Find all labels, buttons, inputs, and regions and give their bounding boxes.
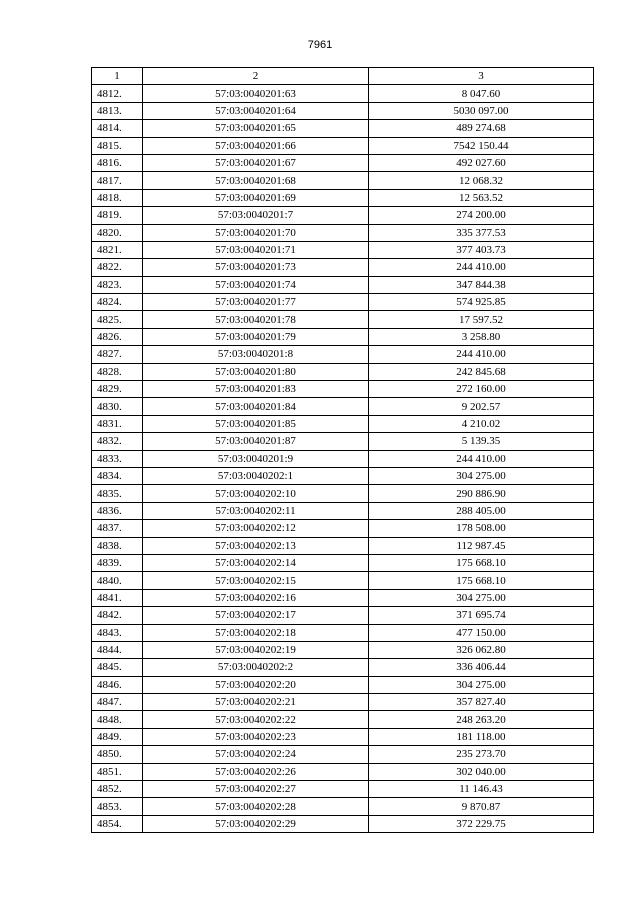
cadastral-number-cell: 57:03:0040201:77: [143, 294, 369, 311]
cadastral-value-cell: 302 040.00: [369, 763, 594, 780]
cadastral-value-cell: 9 202.57: [369, 398, 594, 415]
cadastral-value-cell: 477 150.00: [369, 624, 594, 641]
table-row: [92, 311, 594, 328]
cadastral-number-cell: 57:03:0040202:12: [143, 520, 369, 537]
row-number-cell: 4848.: [92, 711, 143, 728]
cadastral-number-cell: 57:03:0040201:69: [143, 189, 369, 206]
cadastral-number-cell: 57:03:0040201:65: [143, 120, 369, 137]
row-number-cell: 4816.: [92, 154, 143, 171]
row-number-cell: 4832.: [92, 433, 143, 450]
table-row: [92, 746, 594, 763]
cadastral-number-cell: 57:03:0040202:11: [143, 502, 369, 519]
row-number-cell: 4841.: [92, 589, 143, 606]
cadastral-number-cell: 57:03:0040202:2: [143, 659, 369, 676]
row-number-cell: 4813.: [92, 102, 143, 119]
cadastral-number-cell: 57:03:0040201:83: [143, 381, 369, 398]
cadastral-value-cell: 5 139.35: [369, 433, 594, 450]
cadastral-value-cell: 335 377.53: [369, 224, 594, 241]
cadastral-value-cell: 492 027.60: [369, 154, 594, 171]
row-number-cell: 4838.: [92, 537, 143, 554]
cadastral-value-cell: 12 563.52: [369, 189, 594, 206]
row-number-cell: 4817.: [92, 172, 143, 189]
cadastral-number-cell: 57:03:0040201:80: [143, 363, 369, 380]
cadastral-number-cell: 57:03:0040202:22: [143, 711, 369, 728]
header-cell-col-1: 1: [92, 68, 143, 85]
cadastral-number-cell: 57:03:0040201:84: [143, 398, 369, 415]
cadastral-value-cell: 178 508.00: [369, 520, 594, 537]
cadastral-value-cell: 244 410.00: [369, 346, 594, 363]
row-number-cell: 4833.: [92, 450, 143, 467]
cadastral-value-cell: 244 410.00: [369, 259, 594, 276]
cadastral-value-cell: 347 844.38: [369, 276, 594, 293]
table-row: [92, 120, 594, 137]
cadastral-number-cell: 57:03:0040202:27: [143, 781, 369, 798]
cadastral-number-cell: 57:03:0040202:15: [143, 572, 369, 589]
table-header-row: [92, 68, 594, 85]
table-row: [92, 381, 594, 398]
table-row: [92, 589, 594, 606]
row-number-cell: 4826.: [92, 328, 143, 345]
table-row: [92, 102, 594, 119]
table-row: [92, 241, 594, 258]
table-row: [92, 276, 594, 293]
row-number-cell: 4827.: [92, 346, 143, 363]
table-row: [92, 398, 594, 415]
table-row: [92, 711, 594, 728]
row-number-cell: 4828.: [92, 363, 143, 380]
table-row: [92, 554, 594, 571]
cadastral-number-cell: 57:03:0040201:66: [143, 137, 369, 154]
table-row: [92, 537, 594, 554]
cadastral-number-cell: 57:03:0040201:8: [143, 346, 369, 363]
row-number-cell: 4845.: [92, 659, 143, 676]
cadastral-value-cell: 304 275.00: [369, 589, 594, 606]
table-row: [92, 450, 594, 467]
header-cell-col-2: 2: [143, 68, 369, 85]
cadastral-number-cell: 57:03:0040201:74: [143, 276, 369, 293]
cadastral-value-cell: 274 200.00: [369, 207, 594, 224]
row-number-cell: 4830.: [92, 398, 143, 415]
cadastral-value-cell: 377 403.73: [369, 241, 594, 258]
table-body: [92, 68, 594, 833]
cadastral-number-cell: 57:03:0040201:9: [143, 450, 369, 467]
cadastral-value-cell: 3 258.80: [369, 328, 594, 345]
row-number-cell: 4852.: [92, 781, 143, 798]
cadastral-number-cell: 57:03:0040201:67: [143, 154, 369, 171]
cadastral-number-cell: 57:03:0040202:20: [143, 676, 369, 693]
table-row: [92, 676, 594, 693]
cadastral-value-cell: 17 597.52: [369, 311, 594, 328]
cadastral-number-cell: 57:03:0040202:10: [143, 485, 369, 502]
row-number-cell: 4846.: [92, 676, 143, 693]
table-row: [92, 467, 594, 484]
table-row: [92, 572, 594, 589]
cadastral-value-cell: 357 827.40: [369, 694, 594, 711]
cadastral-value-cell: 5030 097.00: [369, 102, 594, 119]
cadastral-value-cell: 4 210.02: [369, 415, 594, 432]
table-row: [92, 259, 594, 276]
table-row: [92, 294, 594, 311]
cadastral-value-cell: 175 668.10: [369, 572, 594, 589]
cadastral-number-cell: 57:03:0040201:68: [143, 172, 369, 189]
cadastral-value-cell: 290 886.90: [369, 485, 594, 502]
table-row: [92, 328, 594, 345]
table-row: [92, 798, 594, 815]
table-row: [92, 624, 594, 641]
cadastral-value-cell: 12 068.32: [369, 172, 594, 189]
cadastral-value-cell: 248 263.20: [369, 711, 594, 728]
row-number-cell: 4849.: [92, 728, 143, 745]
row-number-cell: 4818.: [92, 189, 143, 206]
table-row: [92, 346, 594, 363]
cadastral-value-cell: 11 146.43: [369, 781, 594, 798]
row-number-cell: 4850.: [92, 746, 143, 763]
cadastral-number-cell: 57:03:0040202:13: [143, 537, 369, 554]
row-number-cell: 4844.: [92, 641, 143, 658]
cadastral-number-cell: 57:03:0040202:24: [143, 746, 369, 763]
row-number-cell: 4840.: [92, 572, 143, 589]
cadastral-value-cell: 9 870.87: [369, 798, 594, 815]
table-row: [92, 641, 594, 658]
cadastral-value-cell: 112 987.45: [369, 537, 594, 554]
table-row: [92, 433, 594, 450]
cadastral-value-cell: 336 406.44: [369, 659, 594, 676]
table-row: [92, 137, 594, 154]
cadastral-number-cell: 57:03:0040201:85: [143, 415, 369, 432]
table-row: [92, 694, 594, 711]
cadastral-number-cell: 57:03:0040201:79: [143, 328, 369, 345]
row-number-cell: 4831.: [92, 415, 143, 432]
row-number-cell: 4819.: [92, 207, 143, 224]
cadastral-value-cell: 326 062.80: [369, 641, 594, 658]
cadastral-value-cell: 242 845.68: [369, 363, 594, 380]
cadastral-value-cell: 304 275.00: [369, 676, 594, 693]
row-number-cell: 4843.: [92, 624, 143, 641]
cadastral-number-cell: 57:03:0040202:16: [143, 589, 369, 606]
page-number: 7961: [307, 39, 333, 51]
cadastral-number-cell: 57:03:0040201:64: [143, 102, 369, 119]
table-row: [92, 815, 594, 832]
cadastral-value-cell: 272 160.00: [369, 381, 594, 398]
cadastral-number-cell: 57:03:0040201:70: [143, 224, 369, 241]
table-row: [92, 763, 594, 780]
table-row: [92, 485, 594, 502]
cadastral-value-cell: 372 229.75: [369, 815, 594, 832]
row-number-cell: 4836.: [92, 502, 143, 519]
cadastral-number-cell: 57:03:0040202:1: [143, 467, 369, 484]
cadastral-value-cell: 574 925.85: [369, 294, 594, 311]
row-number-cell: 4834.: [92, 467, 143, 484]
row-number-cell: 4842.: [92, 607, 143, 624]
cadastral-number-cell: 57:03:0040201:63: [143, 85, 369, 102]
row-number-cell: 4824.: [92, 294, 143, 311]
cadastral-number-cell: 57:03:0040202:23: [143, 728, 369, 745]
row-number-cell: 4854.: [92, 815, 143, 832]
table-row: [92, 607, 594, 624]
table-row: [92, 207, 594, 224]
cadastral-number-cell: 57:03:0040201:73: [143, 259, 369, 276]
row-number-cell: 4851.: [92, 763, 143, 780]
cadastral-value-table: [91, 67, 594, 833]
header-cell-col-3: 3: [369, 68, 594, 85]
table-row: [92, 520, 594, 537]
cadastral-value-cell: 489 274.68: [369, 120, 594, 137]
cadastral-number-cell: 57:03:0040201:71: [143, 241, 369, 258]
row-number-cell: 4823.: [92, 276, 143, 293]
cadastral-number-cell: 57:03:0040201:87: [143, 433, 369, 450]
cadastral-value-cell: 304 275.00: [369, 467, 594, 484]
cadastral-value-cell: 244 410.00: [369, 450, 594, 467]
cadastral-value-cell: 235 273.70: [369, 746, 594, 763]
row-number-cell: 4839.: [92, 554, 143, 571]
cadastral-value-cell: 7542 150.44: [369, 137, 594, 154]
row-number-cell: 4835.: [92, 485, 143, 502]
row-number-cell: 4837.: [92, 520, 143, 537]
table-row: [92, 502, 594, 519]
table-row: [92, 85, 594, 102]
row-number-cell: 4820.: [92, 224, 143, 241]
table-row: [92, 172, 594, 189]
cadastral-number-cell: 57:03:0040202:28: [143, 798, 369, 815]
row-number-cell: 4829.: [92, 381, 143, 398]
table-row: [92, 728, 594, 745]
cadastral-value-cell: 371 695.74: [369, 607, 594, 624]
cadastral-number-cell: 57:03:0040202:14: [143, 554, 369, 571]
cadastral-value-cell: 288 405.00: [369, 502, 594, 519]
row-number-cell: 4814.: [92, 120, 143, 137]
table-row: [92, 154, 594, 171]
cadastral-number-cell: 57:03:0040202:17: [143, 607, 369, 624]
cadastral-number-cell: 57:03:0040201:78: [143, 311, 369, 328]
row-number-cell: 4825.: [92, 311, 143, 328]
cadastral-number-cell: 57:03:0040202:19: [143, 641, 369, 658]
cadastral-number-cell: 57:03:0040202:29: [143, 815, 369, 832]
table-row: [92, 224, 594, 241]
row-number-cell: 4847.: [92, 694, 143, 711]
table-row: [92, 415, 594, 432]
cadastral-number-cell: 57:03:0040202:26: [143, 763, 369, 780]
cadastral-number-cell: 57:03:0040202:18: [143, 624, 369, 641]
row-number-cell: 4812.: [92, 85, 143, 102]
cadastral-value-cell: 175 668.10: [369, 554, 594, 571]
table-row: [92, 189, 594, 206]
row-number-cell: 4815.: [92, 137, 143, 154]
cadastral-number-cell: 57:03:0040202:21: [143, 694, 369, 711]
cadastral-number-cell: 57:03:0040201:7: [143, 207, 369, 224]
row-number-cell: 4821.: [92, 241, 143, 258]
cadastral-value-cell: 181 118.00: [369, 728, 594, 745]
table-row: [92, 363, 594, 380]
table-row: [92, 781, 594, 798]
table-row: [92, 659, 594, 676]
row-number-cell: 4822.: [92, 259, 143, 276]
row-number-cell: 4853.: [92, 798, 143, 815]
cadastral-value-cell: 8 047.60: [369, 85, 594, 102]
